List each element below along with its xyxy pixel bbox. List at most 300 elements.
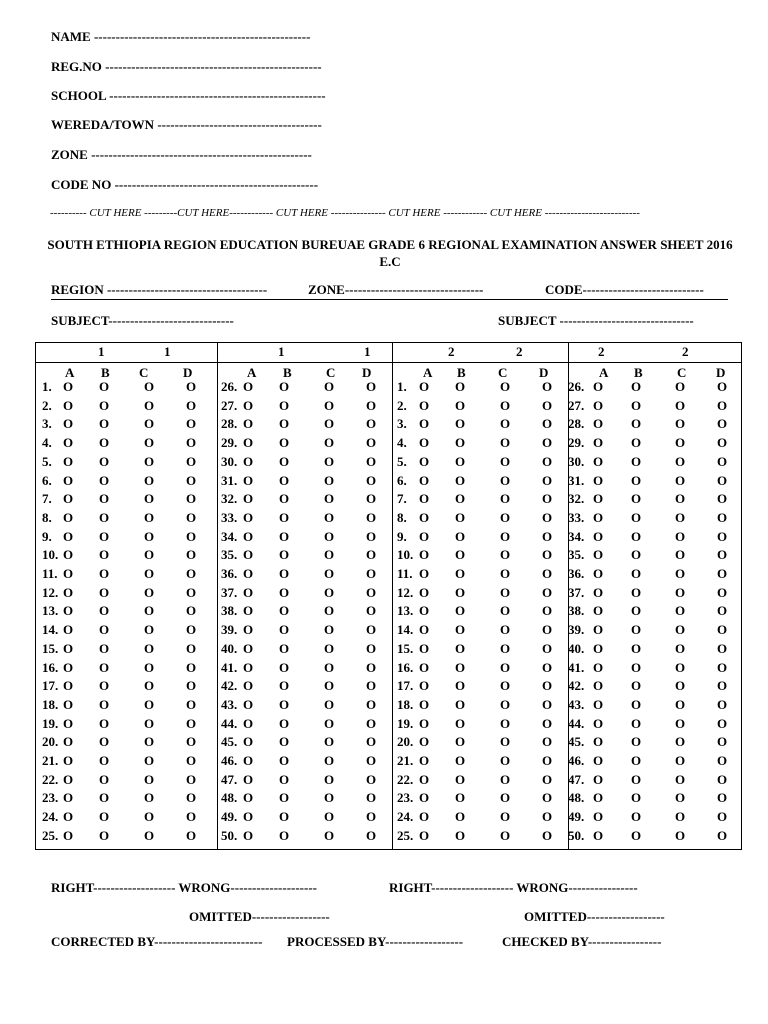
answer-bubble[interactable]: O — [500, 734, 511, 750]
answer-bubble[interactable]: O — [631, 659, 642, 675]
answer-bubble[interactable]: O — [500, 435, 511, 451]
answer-bubble[interactable]: O — [186, 435, 197, 451]
answer-bubble[interactable]: O — [455, 584, 466, 600]
answer-bubble[interactable]: O — [419, 491, 430, 507]
answer-bubble[interactable]: O — [243, 678, 254, 694]
answer-bubble[interactable]: O — [419, 809, 430, 825]
answer-bubble[interactable]: O — [455, 397, 466, 413]
answer-bubble[interactable]: O — [631, 734, 642, 750]
answer-bubble[interactable]: O — [419, 397, 430, 413]
answer-bubble[interactable]: O — [279, 696, 290, 712]
answer-bubble[interactable]: O — [542, 397, 553, 413]
answer-bubble[interactable]: O — [243, 696, 254, 712]
answer-bubble[interactable]: O — [631, 509, 642, 525]
answer-bubble[interactable]: O — [63, 715, 74, 731]
answer-bubble[interactable]: O — [593, 827, 604, 843]
answer-bubble[interactable]: O — [324, 528, 335, 544]
answer-bubble[interactable]: O — [542, 678, 553, 694]
answer-bubble[interactable]: O — [324, 491, 335, 507]
answer-bubble[interactable]: O — [63, 678, 74, 694]
answer-bubble[interactable]: O — [366, 472, 377, 488]
right-wrong-left[interactable]: RIGHT------------------- WRONG-------------------- — [51, 880, 317, 895]
omitted-right[interactable]: OMITTED------------------ — [524, 909, 665, 924]
answer-bubble[interactable]: O — [419, 584, 430, 600]
school-field[interactable] — [51, 88, 326, 104]
answer-bubble[interactable]: O — [593, 678, 604, 694]
answer-bubble[interactable]: O — [455, 622, 466, 638]
answer-bubble[interactable]: O — [324, 771, 335, 787]
answer-bubble[interactable]: O — [542, 827, 553, 843]
answer-bubble[interactable]: O — [419, 790, 430, 806]
answer-bubble[interactable]: O — [455, 809, 466, 825]
answer-bubble[interactable]: O — [243, 416, 254, 432]
answer-bubble[interactable]: O — [279, 397, 290, 413]
answer-bubble[interactable]: O — [631, 622, 642, 638]
answer-bubble[interactable]: O — [593, 397, 604, 413]
answer-bubble[interactable]: O — [455, 453, 466, 469]
answer-bubble[interactable]: O — [366, 809, 377, 825]
answer-bubble[interactable]: O — [675, 509, 686, 525]
answer-bubble[interactable]: O — [186, 491, 197, 507]
answer-bubble[interactable]: O — [324, 397, 335, 413]
answer-bubble[interactable]: O — [593, 491, 604, 507]
answer-bubble[interactable]: O — [717, 827, 728, 843]
answer-bubble[interactable]: O — [144, 379, 155, 394]
answer-bubble[interactable]: O — [593, 622, 604, 638]
answer-bubble[interactable]: O — [542, 528, 553, 544]
answer-bubble[interactable]: O — [419, 603, 430, 619]
answer-bubble[interactable]: O — [542, 491, 553, 507]
answer-bubble[interactable]: O — [717, 603, 728, 619]
answer-bubble[interactable]: O — [279, 379, 290, 394]
answer-bubble[interactable]: O — [186, 379, 197, 394]
answer-bubble[interactable]: O — [675, 566, 686, 581]
answer-bubble[interactable]: O — [99, 416, 110, 432]
answer-bubble[interactable]: O — [500, 640, 511, 656]
answer-bubble[interactable]: O — [675, 547, 686, 563]
answer-bubble[interactable]: O — [455, 491, 466, 507]
answer-bubble[interactable]: O — [144, 472, 155, 488]
code-no-field[interactable] — [51, 177, 318, 193]
answer-bubble[interactable]: O — [419, 453, 430, 469]
answer-bubble[interactable]: O — [279, 753, 290, 768]
answer-bubble[interactable]: O — [419, 416, 430, 432]
answer-bubble[interactable]: O — [593, 528, 604, 544]
answer-bubble[interactable]: O — [324, 584, 335, 600]
answer-bubble[interactable]: O — [455, 790, 466, 806]
answer-bubble[interactable]: O — [631, 603, 642, 619]
answer-bubble[interactable]: O — [717, 509, 728, 525]
answer-bubble[interactable]: O — [324, 753, 335, 768]
answer-bubble[interactable]: O — [675, 472, 686, 488]
answer-bubble[interactable]: O — [500, 603, 511, 619]
answer-bubble[interactable]: O — [324, 472, 335, 488]
answer-bubble[interactable]: O — [324, 453, 335, 469]
answer-bubble[interactable]: O — [63, 379, 74, 394]
answer-bubble[interactable]: O — [455, 696, 466, 712]
zone-header-field[interactable]: ZONE-------------------------------- — [308, 282, 484, 297]
answer-bubble[interactable]: O — [675, 734, 686, 750]
answer-bubble[interactable]: O — [593, 696, 604, 712]
answer-bubble[interactable]: O — [500, 472, 511, 488]
answer-bubble[interactable]: O — [593, 659, 604, 675]
answer-bubble[interactable]: O — [366, 734, 377, 750]
answer-bubble[interactable]: O — [717, 379, 728, 394]
answer-bubble[interactable]: O — [593, 640, 604, 656]
answer-bubble[interactable]: O — [675, 771, 686, 787]
answer-bubble[interactable]: O — [717, 453, 728, 469]
answer-bubble[interactable]: O — [500, 453, 511, 469]
answer-bubble[interactable]: O — [144, 397, 155, 413]
answer-bubble[interactable]: O — [99, 809, 110, 825]
answer-bubble[interactable]: O — [366, 622, 377, 638]
answer-bubble[interactable]: O — [500, 547, 511, 563]
answer-bubble[interactable]: O — [324, 509, 335, 525]
answer-bubble[interactable]: O — [186, 547, 197, 563]
answer-bubble[interactable]: O — [186, 640, 197, 656]
answer-bubble[interactable]: O — [631, 416, 642, 432]
answer-bubble[interactable]: O — [99, 566, 110, 581]
answer-bubble[interactable]: O — [675, 678, 686, 694]
answer-bubble[interactable]: O — [366, 678, 377, 694]
answer-bubble[interactable]: O — [279, 603, 290, 619]
answer-bubble[interactable]: O — [631, 696, 642, 712]
answer-bubble[interactable]: O — [455, 640, 466, 656]
answer-bubble[interactable]: O — [366, 771, 377, 787]
answer-bubble[interactable]: O — [99, 790, 110, 806]
answer-bubble[interactable]: O — [279, 416, 290, 432]
answer-bubble[interactable]: O — [366, 509, 377, 525]
answer-bubble[interactable]: O — [186, 584, 197, 600]
answer-bubble[interactable]: O — [500, 397, 511, 413]
answer-bubble[interactable]: O — [144, 734, 155, 750]
answer-bubble[interactable]: O — [366, 453, 377, 469]
answer-bubble[interactable]: O — [675, 528, 686, 544]
answer-bubble[interactable]: O — [631, 753, 642, 768]
answer-bubble[interactable]: O — [63, 566, 74, 581]
answer-bubble[interactable]: O — [500, 566, 511, 581]
answer-bubble[interactable]: O — [542, 715, 553, 731]
answer-bubble[interactable]: O — [99, 379, 110, 394]
answer-bubble[interactable]: O — [419, 379, 430, 394]
answer-bubble[interactable]: O — [324, 547, 335, 563]
answer-bubble[interactable]: O — [500, 622, 511, 638]
answer-bubble[interactable]: O — [717, 640, 728, 656]
answer-bubble[interactable]: O — [144, 528, 155, 544]
answer-bubble[interactable]: O — [542, 416, 553, 432]
answer-bubble[interactable]: O — [366, 379, 377, 394]
answer-bubble[interactable]: O — [279, 771, 290, 787]
answer-bubble[interactable]: O — [542, 472, 553, 488]
answer-bubble[interactable]: O — [243, 584, 254, 600]
answer-bubble[interactable]: O — [455, 435, 466, 451]
answer-bubble[interactable]: O — [99, 472, 110, 488]
answer-bubble[interactable]: O — [675, 640, 686, 656]
answer-bubble[interactable]: O — [243, 640, 254, 656]
code-field[interactable]: CODE---------------------------- — [545, 282, 704, 297]
answer-bubble[interactable]: O — [279, 453, 290, 469]
answer-bubble[interactable]: O — [144, 603, 155, 619]
answer-bubble[interactable]: O — [593, 809, 604, 825]
answer-bubble[interactable]: O — [63, 453, 74, 469]
answer-bubble[interactable]: O — [419, 734, 430, 750]
answer-bubble[interactable]: O — [631, 790, 642, 806]
answer-bubble[interactable]: O — [500, 379, 511, 394]
answer-bubble[interactable]: O — [542, 603, 553, 619]
answer-bubble[interactable]: O — [542, 435, 553, 451]
answer-bubble[interactable]: O — [366, 528, 377, 544]
answer-bubble[interactable]: O — [99, 715, 110, 731]
answer-bubble[interactable]: O — [455, 509, 466, 525]
answer-bubble[interactable]: O — [500, 528, 511, 544]
answer-bubble[interactable]: O — [455, 547, 466, 563]
answer-bubble[interactable]: O — [99, 771, 110, 787]
answer-bubble[interactable]: O — [593, 547, 604, 563]
answer-bubble[interactable]: O — [99, 734, 110, 750]
answer-bubble[interactable]: O — [542, 640, 553, 656]
answer-bubble[interactable]: O — [366, 715, 377, 731]
answer-bubble[interactable]: O — [366, 753, 377, 768]
answer-bubble[interactable]: O — [144, 622, 155, 638]
answer-bubble[interactable]: O — [717, 771, 728, 787]
answer-bubble[interactable]: O — [243, 491, 254, 507]
answer-bubble[interactable]: O — [455, 753, 466, 768]
answer-bubble[interactable]: O — [186, 809, 197, 825]
answer-bubble[interactable]: O — [717, 435, 728, 451]
answer-bubble[interactable]: O — [366, 584, 377, 600]
answer-bubble[interactable]: O — [99, 696, 110, 712]
answer-bubble[interactable]: O — [144, 659, 155, 675]
answer-bubble[interactable]: O — [186, 472, 197, 488]
right-wrong-right[interactable]: RIGHT------------------- WRONG---------------- — [389, 880, 638, 895]
answer-bubble[interactable]: O — [63, 771, 74, 787]
answer-bubble[interactable]: O — [631, 566, 642, 581]
answer-bubble[interactable]: O — [186, 659, 197, 675]
answer-bubble[interactable]: O — [717, 566, 728, 581]
answer-bubble[interactable]: O — [593, 584, 604, 600]
answer-bubble[interactable]: O — [99, 547, 110, 563]
answer-bubble[interactable]: O — [144, 678, 155, 694]
answer-bubble[interactable]: O — [631, 435, 642, 451]
answer-bubble[interactable]: O — [366, 790, 377, 806]
answer-bubble[interactable]: O — [63, 809, 74, 825]
answer-bubble[interactable]: O — [324, 659, 335, 675]
answer-bubble[interactable]: O — [419, 696, 430, 712]
answer-bubble[interactable]: O — [144, 696, 155, 712]
answer-bubble[interactable]: O — [593, 472, 604, 488]
subject-right-field[interactable]: SUBJECT ------------------------------- — [498, 313, 694, 328]
answer-bubble[interactable]: O — [542, 622, 553, 638]
answer-bubble[interactable]: O — [455, 771, 466, 787]
answer-bubble[interactable]: O — [500, 809, 511, 825]
answer-bubble[interactable]: O — [631, 528, 642, 544]
answer-bubble[interactable]: O — [631, 678, 642, 694]
answer-bubble[interactable]: O — [366, 603, 377, 619]
answer-bubble[interactable]: O — [593, 603, 604, 619]
answer-bubble[interactable]: O — [455, 379, 466, 394]
answer-bubble[interactable]: O — [675, 622, 686, 638]
answer-bubble[interactable]: O — [366, 696, 377, 712]
answer-bubble[interactable]: O — [144, 715, 155, 731]
answer-bubble[interactable]: O — [144, 771, 155, 787]
answer-bubble[interactable]: O — [675, 379, 686, 394]
answer-bubble[interactable]: O — [279, 622, 290, 638]
answer-bubble[interactable]: O — [500, 771, 511, 787]
answer-bubble[interactable]: O — [419, 566, 430, 581]
answer-bubble[interactable]: O — [243, 809, 254, 825]
answer-bubble[interactable]: O — [99, 435, 110, 451]
answer-bubble[interactable]: O — [593, 509, 604, 525]
answer-bubble[interactable]: O — [631, 771, 642, 787]
answer-bubble[interactable]: O — [243, 790, 254, 806]
name-field[interactable] — [51, 29, 310, 45]
answer-bubble[interactable]: O — [63, 509, 74, 525]
answer-bubble[interactable]: O — [63, 547, 74, 563]
answer-bubble[interactable]: O — [243, 827, 254, 843]
answer-bubble[interactable]: O — [675, 453, 686, 469]
answer-bubble[interactable]: O — [324, 379, 335, 394]
answer-bubble[interactable]: O — [419, 547, 430, 563]
answer-bubble[interactable]: O — [542, 509, 553, 525]
answer-bubble[interactable]: O — [542, 753, 553, 768]
answer-bubble[interactable]: O — [63, 584, 74, 600]
answer-bubble[interactable]: O — [279, 566, 290, 581]
answer-bubble[interactable]: O — [675, 659, 686, 675]
answer-bubble[interactable]: O — [500, 715, 511, 731]
answer-bubble[interactable]: O — [500, 753, 511, 768]
answer-bubble[interactable]: O — [455, 416, 466, 432]
answer-bubble[interactable]: O — [631, 584, 642, 600]
answer-bubble[interactable]: O — [717, 622, 728, 638]
answer-bubble[interactable]: O — [419, 640, 430, 656]
answer-bubble[interactable]: O — [243, 659, 254, 675]
answer-bubble[interactable]: O — [500, 659, 511, 675]
answer-bubble[interactable]: O — [500, 790, 511, 806]
answer-bubble[interactable]: O — [63, 659, 74, 675]
answer-bubble[interactable]: O — [717, 584, 728, 600]
answer-bubble[interactable]: O — [279, 715, 290, 731]
answer-bubble[interactable]: O — [99, 528, 110, 544]
answer-bubble[interactable]: O — [366, 659, 377, 675]
answer-bubble[interactable]: O — [186, 509, 197, 525]
answer-bubble[interactable]: O — [455, 603, 466, 619]
answer-bubble[interactable]: O — [243, 397, 254, 413]
answer-bubble[interactable]: O — [366, 435, 377, 451]
answer-bubble[interactable]: O — [717, 547, 728, 563]
answer-bubble[interactable]: O — [717, 696, 728, 712]
answer-bubble[interactable]: O — [63, 603, 74, 619]
answer-bubble[interactable]: O — [324, 603, 335, 619]
answer-bubble[interactable]: O — [500, 509, 511, 525]
answer-bubble[interactable]: O — [186, 566, 197, 581]
answer-bubble[interactable]: O — [144, 435, 155, 451]
answer-bubble[interactable]: O — [186, 528, 197, 544]
answer-bubble[interactable]: O — [593, 416, 604, 432]
answer-bubble[interactable]: O — [593, 435, 604, 451]
answer-bubble[interactable]: O — [63, 528, 74, 544]
processed-by-field[interactable]: PROCESSED BY------------------ — [287, 934, 464, 949]
answer-bubble[interactable]: O — [279, 509, 290, 525]
answer-bubble[interactable]: O — [144, 547, 155, 563]
answer-bubble[interactable]: O — [279, 528, 290, 544]
answer-bubble[interactable]: O — [279, 640, 290, 656]
answer-bubble[interactable]: O — [419, 771, 430, 787]
answer-bubble[interactable]: O — [593, 453, 604, 469]
answer-bubble[interactable]: O — [419, 827, 430, 843]
answer-bubble[interactable]: O — [324, 622, 335, 638]
answer-bubble[interactable]: O — [144, 640, 155, 656]
answer-bubble[interactable]: O — [243, 509, 254, 525]
answer-bubble[interactable]: O — [717, 659, 728, 675]
answer-bubble[interactable]: O — [99, 491, 110, 507]
answer-bubble[interactable]: O — [63, 640, 74, 656]
answer-bubble[interactable]: O — [63, 696, 74, 712]
answer-bubble[interactable]: O — [455, 472, 466, 488]
answer-bubble[interactable]: O — [366, 397, 377, 413]
answer-bubble[interactable]: O — [542, 659, 553, 675]
answer-bubble[interactable]: O — [500, 827, 511, 843]
answer-bubble[interactable]: O — [675, 715, 686, 731]
answer-bubble[interactable]: O — [500, 416, 511, 432]
answer-bubble[interactable]: O — [675, 790, 686, 806]
answer-bubble[interactable]: O — [717, 715, 728, 731]
answer-bubble[interactable]: O — [455, 678, 466, 694]
answer-bubble[interactable]: O — [675, 696, 686, 712]
answer-bubble[interactable]: O — [593, 734, 604, 750]
answer-bubble[interactable]: O — [324, 734, 335, 750]
corrected-by-field[interactable]: CORRECTED BY------------------------- — [51, 934, 263, 949]
answer-bubble[interactable]: O — [324, 435, 335, 451]
answer-bubble[interactable]: O — [243, 715, 254, 731]
answer-bubble[interactable]: O — [144, 453, 155, 469]
answer-bubble[interactable]: O — [279, 809, 290, 825]
answer-bubble[interactable]: O — [243, 566, 254, 581]
answer-bubble[interactable]: O — [324, 678, 335, 694]
answer-bubble[interactable]: O — [542, 771, 553, 787]
answer-bubble[interactable]: O — [279, 491, 290, 507]
answer-bubble[interactable]: O — [675, 584, 686, 600]
answer-bubble[interactable]: O — [243, 379, 254, 394]
answer-bubble[interactable]: O — [99, 622, 110, 638]
answer-bubble[interactable]: O — [279, 547, 290, 563]
answer-bubble[interactable]: O — [631, 453, 642, 469]
answer-bubble[interactable]: O — [144, 509, 155, 525]
answer-bubble[interactable]: O — [144, 491, 155, 507]
answer-bubble[interactable]: O — [366, 640, 377, 656]
answer-bubble[interactable]: O — [366, 547, 377, 563]
answer-bubble[interactable]: O — [593, 715, 604, 731]
answer-bubble[interactable]: O — [279, 472, 290, 488]
answer-bubble[interactable]: O — [419, 678, 430, 694]
answer-bubble[interactable]: O — [717, 734, 728, 750]
answer-bubble[interactable]: O — [631, 547, 642, 563]
answer-bubble[interactable]: O — [324, 696, 335, 712]
answer-bubble[interactable]: O — [63, 491, 74, 507]
answer-bubble[interactable]: O — [279, 790, 290, 806]
answer-bubble[interactable]: O — [243, 753, 254, 768]
answer-bubble[interactable]: O — [186, 715, 197, 731]
answer-bubble[interactable]: O — [717, 491, 728, 507]
answer-bubble[interactable]: O — [144, 584, 155, 600]
answer-bubble[interactable]: O — [593, 771, 604, 787]
answer-bubble[interactable]: O — [324, 809, 335, 825]
answer-bubble[interactable]: O — [99, 659, 110, 675]
answer-bubble[interactable]: O — [717, 790, 728, 806]
region-field[interactable]: REGION ------------------------------------- — [51, 282, 268, 297]
zone-field[interactable] — [51, 147, 312, 163]
answer-bubble[interactable]: O — [243, 453, 254, 469]
answer-bubble[interactable]: O — [144, 827, 155, 843]
